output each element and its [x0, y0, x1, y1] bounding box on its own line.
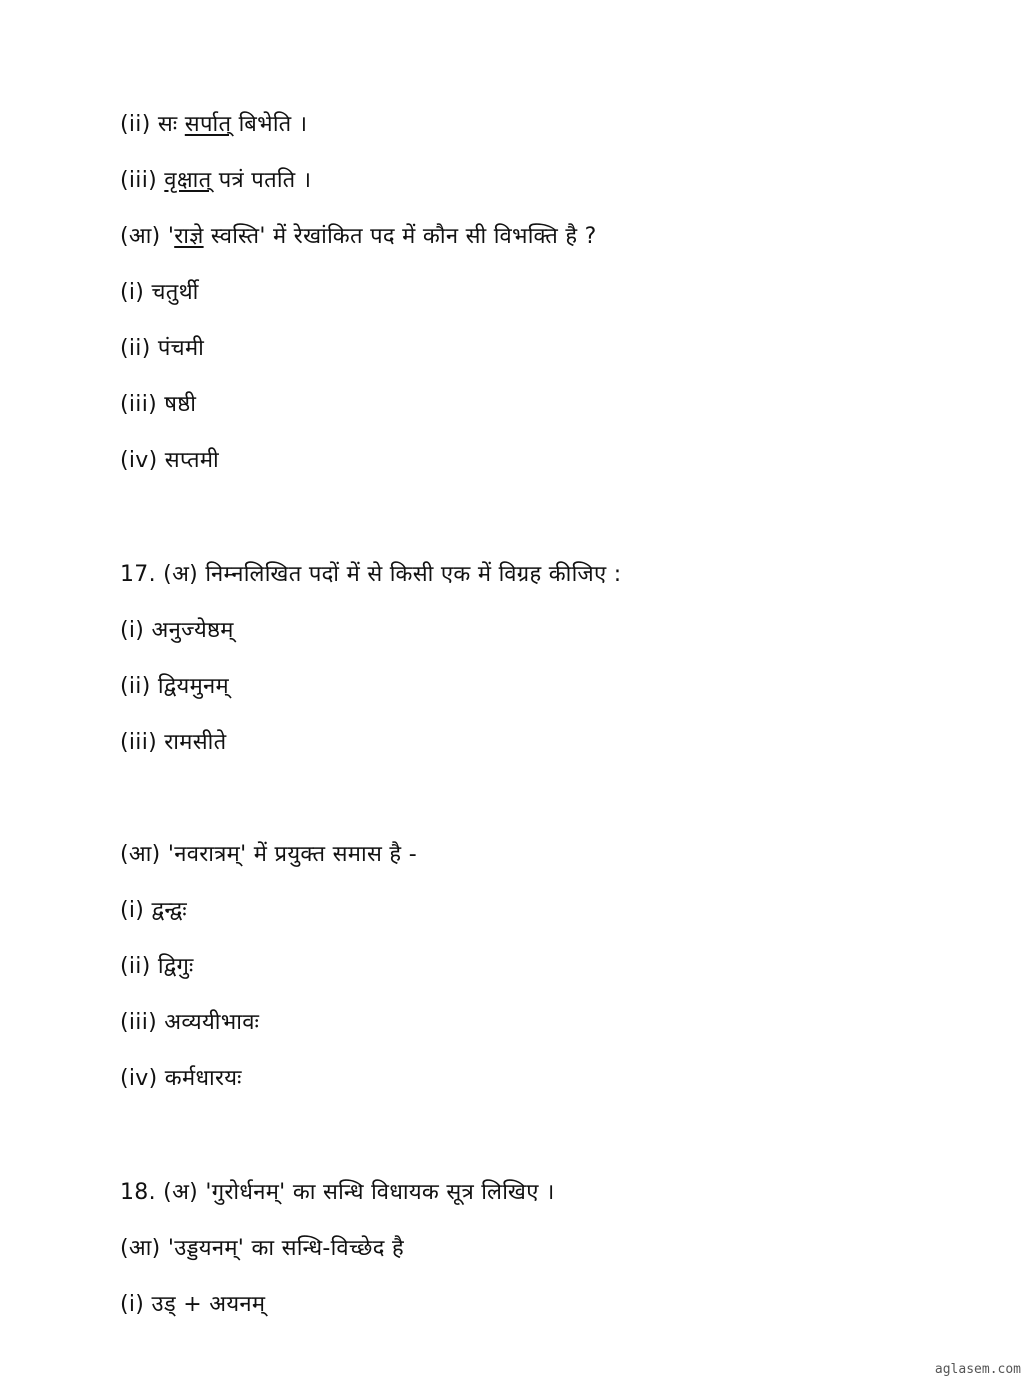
line-1-prefix: (ii) सः — [120, 112, 185, 137]
option-17-b-ii: (ii) द्विगुः — [120, 954, 194, 979]
item-17-a-i: (i) अनुज्येष्ठम् — [120, 618, 234, 643]
question-16-b — [120, 223, 597, 251]
watermark: aglasem.com — [934, 1362, 1021, 1377]
option-16-i: (i) चतुर्थी — [120, 280, 199, 305]
line-1-underlined: सर्पात् — [184, 112, 232, 137]
line-1-suffix: बिभेति । — [231, 112, 308, 137]
question-18-a: 18. (अ) 'गुरोर्धनम्' का सन्धि विधायक सूत्र लिखिए । — [120, 1180, 555, 1205]
option-18-b-i: (i) उड् + अयनम् — [120, 1292, 266, 1317]
line-2-prefix: (iii) — [120, 168, 165, 193]
question-17-a: 17. (अ) निम्नलिखित पदों में से किसी एक में विग्रह कीजिए : — [120, 562, 622, 587]
option-16-iv: (iv) सप्तमी — [120, 448, 220, 473]
question-18-b: (आ) 'उड्डयनम्' का सन्धि-विच्छेद है — [120, 1236, 404, 1261]
question-17-b: (आ) 'नवरात्रम्' में प्रयुक्त समास है - — [120, 842, 417, 867]
line-2-suffix: पत्रं पतति । — [211, 168, 312, 193]
line-1 — [120, 111, 307, 139]
option-17-b-i: (i) द्वन्द्वः — [120, 898, 188, 923]
line-2-underlined: वृक्षात् — [164, 168, 212, 193]
item-17-a-ii: (ii) द्वियमुनम् — [120, 674, 230, 699]
question-16-b-suffix: स्वस्ति' में रेखांकित पद में कौन सी विभक्ति है ? — [203, 224, 597, 249]
option-17-b-iv: (iv) कर्मधारयः — [120, 1066, 242, 1091]
option-17-b-iii: (iii) अव्ययीभावः — [120, 1010, 260, 1035]
item-17-a-iii: (iii) रामसीते — [120, 730, 227, 755]
line-2 — [120, 167, 311, 195]
question-16-b-prefix: (आ) ' — [120, 224, 175, 249]
option-16-iii: (iii) षष्ठी — [120, 392, 197, 417]
question-16-b-underlined: राज्ञे — [174, 224, 204, 249]
option-16-ii: (ii) पंचमी — [120, 336, 205, 361]
